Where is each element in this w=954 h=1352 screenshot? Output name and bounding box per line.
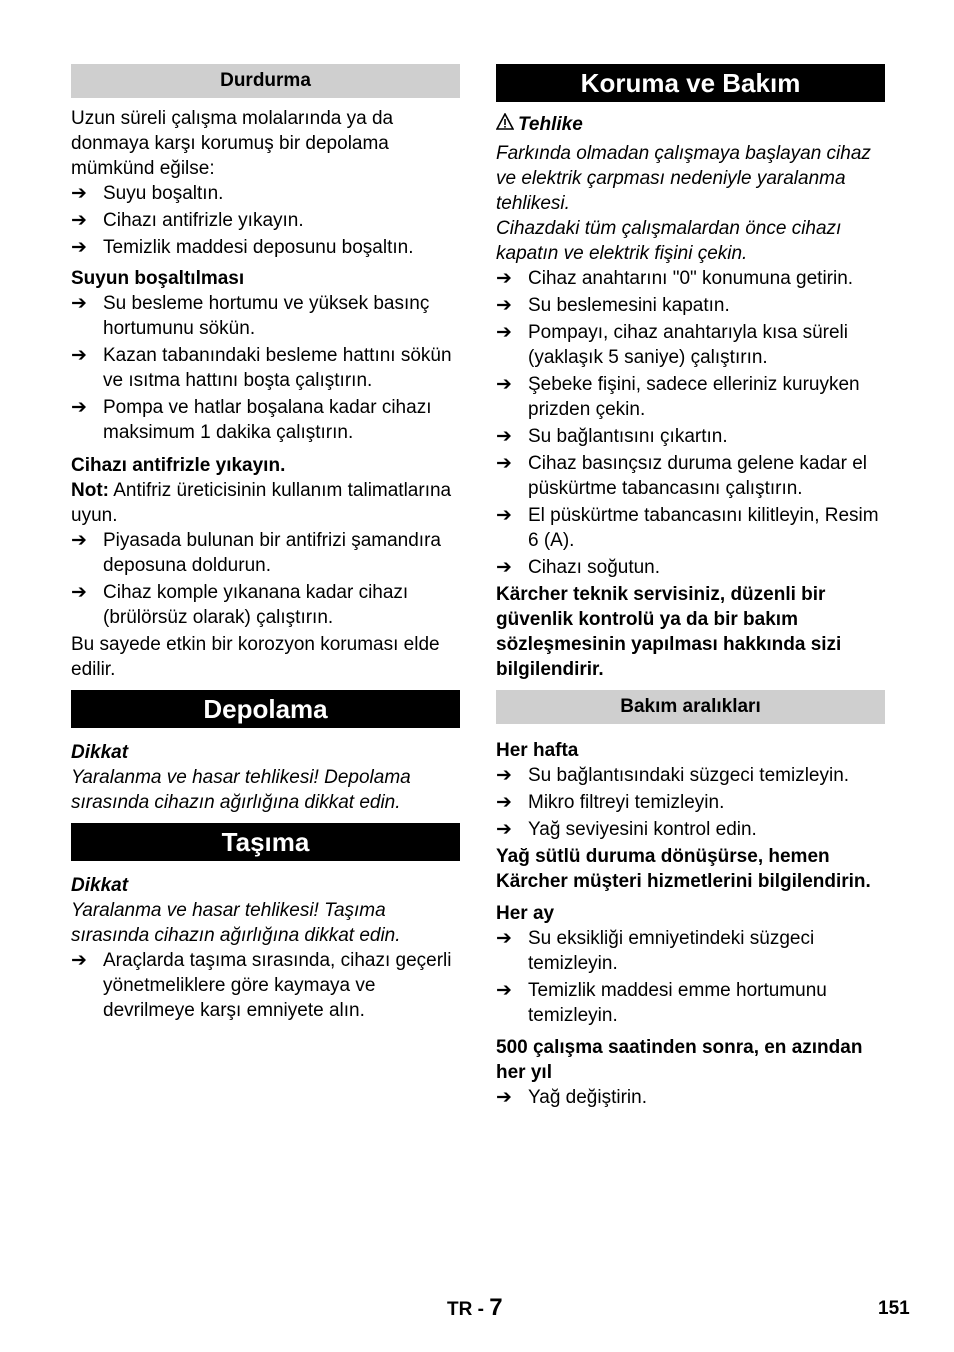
left-column (71, 64, 460, 1025)
list-item (496, 503, 885, 553)
page-number: 151 (878, 1298, 910, 1319)
list-item (71, 528, 460, 578)
depolama-text: Yaralanma ve hasar tehlikesi! Depolama sırasında cihazın ağırlığına dikkat edin. (71, 767, 411, 813)
arrow-right-icon: ➔ (496, 1087, 512, 1108)
arrow-right-icon: ➔ (496, 928, 512, 949)
heading-her-ay: Her ay (496, 903, 555, 924)
footer-dash: - (472, 1299, 490, 1320)
section-title-durdurma: Durdurma (71, 64, 460, 98)
list-item-text: Su bağlantısını çıkartın. (528, 426, 728, 447)
list-item (496, 763, 885, 788)
list-item-text: Yağ seviyesini kontrol edin. (528, 819, 757, 840)
antifriz-steps (71, 528, 460, 630)
arrow-right-icon: ➔ (71, 397, 87, 418)
list-item (496, 451, 885, 501)
footer-section-code (447, 1293, 503, 1325)
suyun-steps (71, 291, 460, 445)
list-item-text: Temizlik maddesi deposunu boşaltın. (103, 237, 414, 258)
arrow-right-icon: ➔ (496, 426, 512, 447)
list-item (71, 291, 460, 341)
karcher-note: Kärcher teknik servisiniz, düzenli bir güvenlik kontrolü ya da bir bakım sözleşmesinin yapılması hakkında sizi bilgilendirir. (496, 584, 842, 680)
arrow-right-icon: ➔ (71, 345, 87, 366)
list-item-text: Şebeke fişini, sadece elleriniz kuruyken prizden çekin. (528, 374, 860, 420)
footer-lang: TR (447, 1299, 473, 1320)
antifriz-outro: Bu sayede etkin bir korozyon koruması elde edilir. (71, 634, 440, 680)
tehlike-heading (496, 112, 885, 137)
arrow-right-icon: ➔ (496, 505, 512, 526)
list-item (496, 790, 885, 815)
list-item-text: Kazan tabanındaki besleme hattını sökün ve ısıtma hattını boşta çalıştırın. (103, 345, 452, 391)
list-item-text: Yağ değiştirin. (528, 1087, 647, 1108)
heading-her-hafta: Her hafta (496, 740, 579, 761)
list-item-text: Pompayı, cihaz anahtarıyla kısa süreli (yaklaşık 5 saniye) çalıştırın. (528, 322, 848, 368)
section-title-bakim: Bakım aralıkları (496, 690, 885, 724)
list-item (71, 580, 460, 630)
list-item (496, 926, 885, 976)
list-item-text: Cihaz anahtarını "0" konumuna getirin. (528, 268, 854, 289)
arrow-right-icon: ➔ (496, 322, 512, 343)
heading-500-saat: 500 çalışma saatinden sonra, en azından her yıl (496, 1037, 863, 1083)
section-title-depolama: Depolama (71, 690, 460, 728)
arrow-right-icon: ➔ (496, 295, 512, 316)
durdurma-steps (71, 181, 460, 260)
list-item-text: Su bağlantısındaki süzgeci temizleyin. (528, 765, 850, 786)
list-item (496, 424, 885, 449)
arrow-right-icon: ➔ (71, 582, 87, 603)
list-item-text: Su besleme hortumu ve yüksek basınç hortumunu sökün. (103, 293, 430, 339)
depolama-dikkat: Dikkat (71, 742, 129, 763)
list-item-text: Cihazı antifrizle yıkayın. (103, 210, 304, 231)
not-label: Not: (71, 480, 109, 501)
not-text: Antifriz üreticisinin kullanım talimatlarına uyun. (71, 480, 452, 526)
saat-steps (496, 1085, 885, 1110)
list-item (496, 293, 885, 318)
list-item (496, 266, 885, 291)
koruma-steps (496, 266, 885, 580)
tehlike-text-2: Cihazdaki tüm çalışmalardan önce cihazı kapatın ve elektrik fişini çekin. (496, 218, 842, 264)
section-title-tasima: Taşıma (71, 823, 460, 861)
list-item-text: Cihazı soğutun. (528, 557, 661, 578)
section-title-koruma: Koruma ve Bakım (496, 64, 885, 102)
heading-suyun: Suyun boşaltılması (71, 268, 245, 289)
durdurma-intro: Uzun süreli çalışma molalarında ya da donmaya karşı korumuş bir depolama mümkünd eğilse: (71, 108, 394, 179)
list-item (71, 948, 460, 1023)
list-item-text: Araçlarda taşıma sırasında, cihazı geçerli yönetmeliklere göre kaymaya ve devrilmeye karşı emniyete alın. (103, 950, 452, 1021)
list-item-text: Suyu boşaltın. (103, 183, 224, 204)
arrow-right-icon: ➔ (71, 210, 87, 231)
list-item-text: Su beslemesini kapatın. (528, 295, 730, 316)
arrow-right-icon: ➔ (71, 183, 87, 204)
tasima-steps (71, 948, 460, 1023)
arrow-right-icon: ➔ (71, 237, 87, 258)
arrow-right-icon: ➔ (496, 453, 512, 474)
list-item (496, 978, 885, 1028)
list-item-text: Cihaz basınçsız duruma gelene kadar el püskürtme tabancasını çalıştırın. (528, 453, 868, 499)
list-item (496, 555, 885, 580)
arrow-right-icon: ➔ (71, 530, 87, 551)
arrow-right-icon: ➔ (496, 792, 512, 813)
list-item (496, 372, 885, 422)
arrow-right-icon: ➔ (496, 374, 512, 395)
list-item (71, 208, 460, 233)
heading-antifriz: Cihazı antifrizle yıkayın. (71, 455, 286, 476)
right-column (496, 64, 885, 1112)
list-item-text: Cihaz komple yıkanana kadar cihazı (brülörsüz olarak) çalıştırın. (103, 582, 409, 628)
list-item (71, 181, 460, 206)
arrow-right-icon: ➔ (496, 980, 512, 1001)
arrow-right-icon: ➔ (496, 557, 512, 578)
tehlike-text-1: Farkında olmadan çalışmaya başlayan cihaz ve elektrik çarpması nedeniyle yaralanma tehlikesi. (496, 143, 871, 214)
arrow-right-icon: ➔ (71, 950, 87, 971)
tasima-dikkat: Dikkat (71, 875, 129, 896)
her-hafta-steps (496, 763, 885, 842)
her-ay-steps (496, 926, 885, 1028)
not-paragraph (71, 478, 460, 528)
list-item-text: Mikro filtreyi temizleyin. (528, 792, 725, 813)
tehlike-label: Tehlike (518, 114, 583, 135)
arrow-right-icon: ➔ (71, 293, 87, 314)
list-item-text: Piyasada bulunan bir antifrizi şamandıra deposuna doldurun. (103, 530, 441, 576)
list-item (71, 343, 460, 393)
arrow-right-icon: ➔ (496, 268, 512, 289)
list-item (71, 395, 460, 445)
footer-section-number: 7 (489, 1294, 503, 1321)
list-item (496, 320, 885, 370)
yag-note: Yağ sütlü duruma dönüşürse, hemen Kärcher müşteri hizmetlerini bilgilendirin. (496, 846, 871, 892)
list-item (496, 817, 885, 842)
arrow-right-icon: ➔ (496, 819, 512, 840)
list-item-text: Su eksikliği emniyetindeki süzgeci temizleyin. (528, 928, 815, 974)
list-item-text: Temizlik maddesi emme hortumunu temizleyin. (528, 980, 827, 1026)
warning-triangle-icon (496, 112, 518, 137)
list-item (71, 235, 460, 260)
list-item-text: Pompa ve hatlar boşalana kadar cihazı maksimum 1 dakika çalıştırın. (103, 397, 432, 443)
list-item-text: El püskürtme tabancasını kilitleyin, Resim 6 (A). (528, 505, 879, 551)
tasima-text: Yaralanma ve hasar tehlikesi! Taşıma sırasında cihazın ağırlığına dikkat edin. (71, 900, 401, 946)
list-item (496, 1085, 885, 1110)
arrow-right-icon: ➔ (496, 765, 512, 786)
